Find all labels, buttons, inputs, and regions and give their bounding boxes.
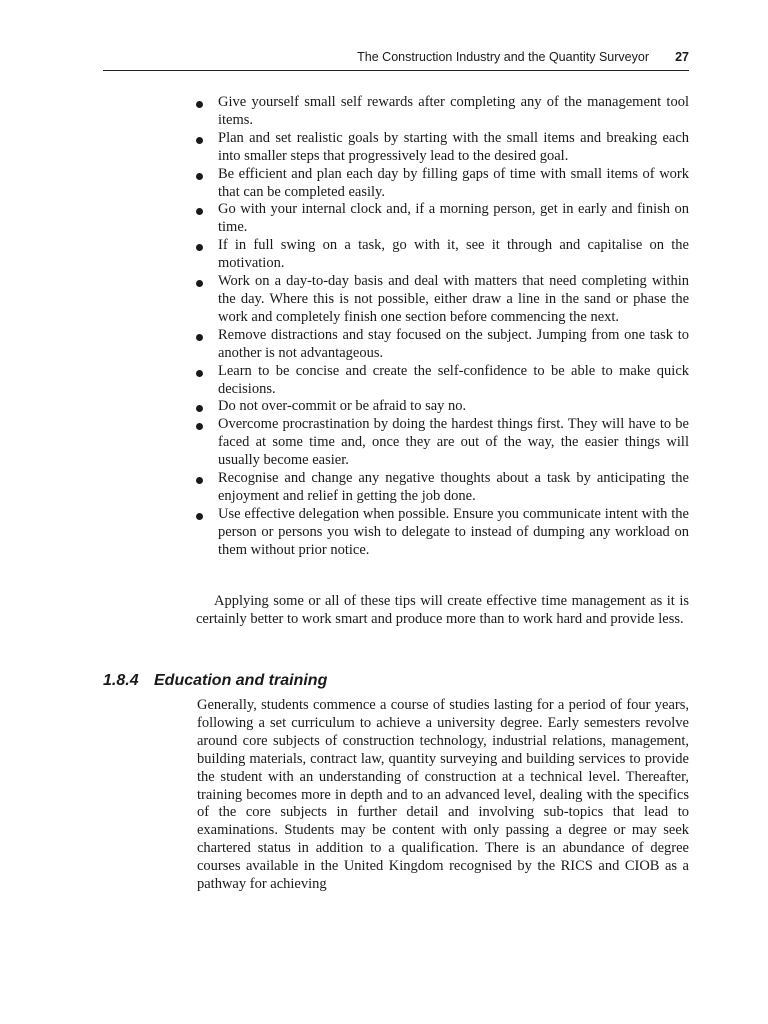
section-number: 1.8.4 [103,672,139,689]
list-item-text: Recognise and change any negative thoughts about a task by anticipating the enjoyment and relief in getting the job done. [218,470,689,504]
bullet-icon [196,280,203,287]
section-heading [103,672,327,690]
bullet-icon [196,370,203,377]
bullet-icon [196,208,203,215]
list-item-text: Work on a day-to-day basis and deal with matters that need completing within the day. Where this is not possible, either draw a line in the sand or phase the work and completely finish one section before commencing the next. [218,273,689,325]
section-title: Education and training [154,672,328,689]
bullet-icon [196,477,203,484]
list-item [196,201,689,237]
list-item [196,166,689,202]
bullet-icon [196,405,203,412]
list-item-text: If in full swing on a task, go with it, see it through and capitalise on the motivation. [218,237,689,272]
list-item [196,94,689,130]
bullet-icon [196,423,203,430]
list-item [196,237,689,273]
section-body-paragraph: Generally, students commence a course of studies lasting for a period of four years, following a set curriculum to achieve a university degree. Early semesters revolve around core subjects of construction technology, industrial relations, management, building materials, contract law, quantity surveying and building services to provide the student with an understanding of construction at a technical level. Thereafter, training becomes more in depth and to an advanced level, dealing with the specifics of the core subjects in further detail and involving sub-topics that lead to examinations. Students may be content with only passing a degree or may seek chartered status in addition to a qualification. There is an abundance of degree courses available in the United Kingdom recognised by the RICS and CIOB as a pathway for achieving [197,697,689,893]
list-item-text: Do not over-commit or be afraid to say no. [218,398,467,415]
page-number: 27 [675,50,689,64]
list-item-text: Overcome procrastination by doing the hardest things first. They will have to be faced at some time and, once they are out of the way, the easier things will usually become easier. [218,416,689,469]
bullet-icon [196,513,203,520]
list-item-text: Be efficient and plan each day by filling gaps of time with small items of work that can be completed easily. [218,165,689,200]
list-item [196,506,689,560]
bullet-icon [196,334,203,341]
list-item-text: Learn to be concise and create the self-confidence to be able to make quick decisions. [218,362,689,397]
bullet-icon [196,137,203,144]
list-item-text: Go with your internal clock and, if a morning person, get in early and finish on time. [218,201,689,236]
bullet-icon [196,101,203,108]
list-item-text: Remove distractions and stay focused on the subject. Jumping from one task to another is not advantageous. [218,326,689,361]
list-item [196,327,689,363]
bullet-icon [196,173,203,180]
bullet-icon [196,244,203,251]
list-item-text: Use effective delegation when possible. Ensure you communicate intent with the person or persons you wish to delegate to instead of dumping any workload on them without prior notice. [218,505,689,558]
list-item [196,130,689,166]
list-item [196,470,689,506]
list-item [196,398,689,416]
list-item [196,273,689,327]
list-item [196,416,689,470]
closing-paragraph: Applying some or all of these tips will create effective time management as it is certainly better to work smart and produce more than to work hard and provide less. [196,593,689,627]
list-item-text: Give yourself small self rewards after completing any of the management tool items. [218,94,689,128]
running-title: The Construction Industry and the Quantity Surveyor [357,50,649,64]
list-item-text: Plan and set realistic goals by starting with the small items and breaking each into smaller steps that progressively lead to the desired goal. [218,129,689,164]
tips-bullet-list [196,94,689,560]
list-item [196,363,689,399]
running-header [103,48,689,71]
